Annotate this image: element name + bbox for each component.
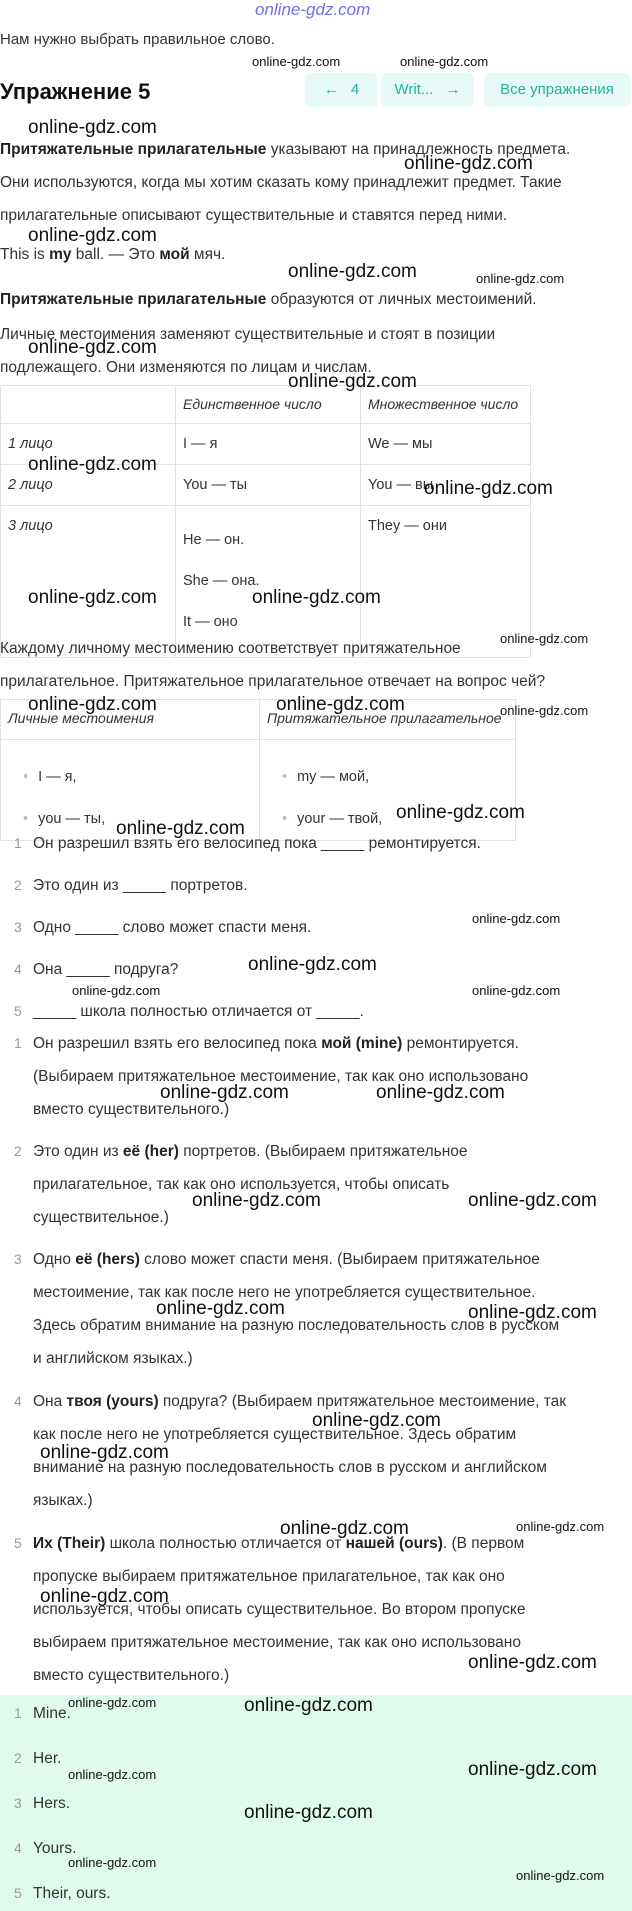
next-exercise-button[interactable]: Writ... → xyxy=(381,73,474,107)
watermark: online-gdz.com xyxy=(72,983,161,998)
arrow-left-icon: ← xyxy=(323,81,339,98)
watermark: online-gdz.com xyxy=(472,983,561,998)
watermark: online-gdz.com xyxy=(68,1767,157,1782)
watermark: online-gdz.com xyxy=(244,1802,373,1823)
watermark: online-gdz.com xyxy=(400,54,489,69)
watermark: online-gdz.com xyxy=(288,371,417,392)
watermark: online-gdz.com xyxy=(468,1190,597,1211)
table-header xyxy=(1,386,176,424)
watermark: online-gdz.com xyxy=(500,631,589,646)
watermark: online-gdz.com xyxy=(28,694,157,715)
watermark: online-gdz.com xyxy=(468,1652,597,1673)
watermark: online-gdz.com xyxy=(472,911,561,926)
watermark: online-gdz.com xyxy=(468,1302,597,1323)
table-row: • I — я, • you — ты, • my — мой, • your — твой, xyxy=(1,740,516,841)
watermark: online-gdz.com xyxy=(68,1695,157,1710)
watermark: online-gdz.com xyxy=(28,117,157,138)
theory-paragraph-2: Притяжательные прилагательные образуются от личных местоимений. xyxy=(0,291,537,308)
arrow-right-icon: → xyxy=(445,81,461,98)
watermark: online-gdz.com xyxy=(252,54,341,69)
theory-block xyxy=(0,133,630,232)
table-header: Притяжательное прилагательное xyxy=(260,700,516,740)
watermark: online-gdz.com xyxy=(500,703,589,718)
watermark: online-gdz.com xyxy=(276,694,405,715)
watermark: online-gdz.com xyxy=(468,1759,597,1780)
watermark: online-gdz.com xyxy=(116,818,245,839)
bullet-icon: • xyxy=(282,811,288,827)
table-header: Единственное число xyxy=(176,386,361,424)
watermark: online-gdz.com xyxy=(40,1442,169,1463)
theory-paragraph-1: Притяжательные прилагательные указывают на принадлежность предмета. Они используются, когда мы хотим сказать кому принадлежит предмет. Такие прилагательные описывают существительные и ставятся перед ними. xyxy=(0,141,571,224)
table-row: 2 лицо You — ты You — вы xyxy=(1,465,531,506)
watermark: online-gdz.com xyxy=(68,1855,157,1870)
site-logo[interactable]: online-gdz.com xyxy=(255,0,371,19)
table-row: 1 лицо I — я We — мы xyxy=(1,424,531,465)
theory-paragraph-4: Каждому личному местоимению соответствует притяжательное прилагательное. Притяжательное прилагательное отвечает на вопрос чей? xyxy=(0,640,546,690)
bullet-icon: • xyxy=(23,769,29,785)
watermark: online-gdz.com xyxy=(516,1868,605,1883)
bullet-icon: • xyxy=(23,811,29,827)
table-header: Множественное число xyxy=(361,386,531,424)
watermark: online-gdz.com xyxy=(28,587,157,608)
watermark: online-gdz.com xyxy=(28,225,157,246)
watermark: online-gdz.com xyxy=(192,1190,321,1211)
watermark: online-gdz.com xyxy=(288,261,417,282)
prev-exercise-button[interactable]: ← 4 xyxy=(305,73,378,107)
all-exercises-button[interactable]: Все упражнения xyxy=(484,73,630,107)
watermark: online-gdz.com xyxy=(28,337,157,358)
theory-paragraph-3: Личные местоимения заменяют существительные и стоят в позиции подлежащего. Они изменяются по лицам и числам. xyxy=(0,326,496,376)
watermark: online-gdz.com xyxy=(424,478,553,499)
watermark: online-gdz.com xyxy=(252,587,381,608)
watermark: online-gdz.com xyxy=(160,1082,289,1103)
watermark: online-gdz.com xyxy=(244,1695,373,1716)
watermark: online-gdz.com xyxy=(376,1082,505,1103)
watermark: online-gdz.com xyxy=(156,1298,285,1319)
answer-box: 1 Mine. 2 Her. 3 Hers. 4 Yours. 5 Their, ours. xyxy=(0,1695,632,1911)
pronoun-table xyxy=(0,385,531,658)
exercise-title: Упражнение 5 xyxy=(0,79,151,104)
watermark: online-gdz.com xyxy=(280,1518,409,1539)
table-row: 3 лицо He — он. She — она. It — оно They — они xyxy=(1,506,531,658)
table-header: Личные местоимения xyxy=(1,700,260,740)
watermark: online-gdz.com xyxy=(516,1519,605,1534)
intro-text: Нам нужно выбрать правильное слово. xyxy=(0,31,275,48)
watermark: online-gdz.com xyxy=(248,954,377,975)
watermark: online-gdz.com xyxy=(476,271,565,286)
watermark: online-gdz.com xyxy=(404,153,533,174)
watermark: online-gdz.com xyxy=(40,1586,169,1607)
watermark: online-gdz.com xyxy=(28,454,157,475)
watermark: online-gdz.com xyxy=(312,1410,441,1431)
watermark: online-gdz.com xyxy=(396,802,525,823)
theory-example: This is my ball. — Это мой мяч. xyxy=(0,246,226,263)
bullet-icon: • xyxy=(282,769,288,785)
